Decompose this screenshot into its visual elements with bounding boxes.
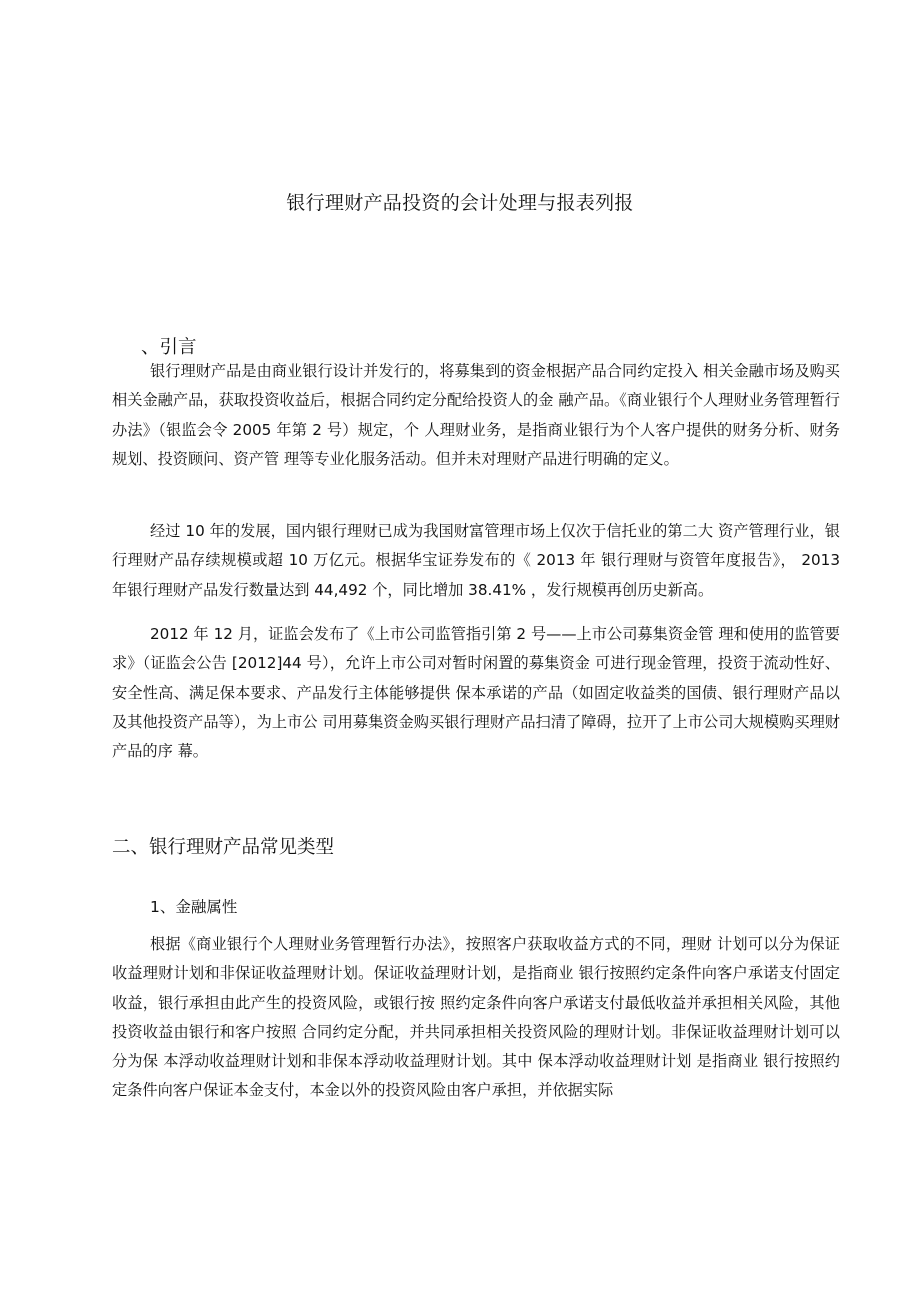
section-heading-introduction: 、引言: [141, 337, 197, 358]
paragraph: 经过 10 年的发展，国内银行理财已成为我国财富管理市场上仅次于信托业的第二大 资产管理行业，银行理财产品存续规模或超 10 万亿元。根据华宝证券发布的《 2013 年 银行理财与资管年度报告》， 2013 年银行理财产品发行数量达到 44,492 个，同比增加 38.41% ，发行规模再创历史新高。: [112, 522, 840, 599]
subsection-heading-financial-attributes: 1、金融属性: [150, 898, 238, 916]
paragraph: 2012 年 12 月，证监会发布了《上市公司监管指引第 2 号——上市公司募集资金管 理和使用的监管要求》（证监会公告 [2012]44 号），允许上市公司对暂时闲置的募集资金 可进行现金管理，投资于流动性好、安全性高、满足保本要求、产品发行主体能够提供 保本承诺的产品（如固定收益类的国债、银行理财产品以及其他投资产品等），为上市公 司用募集资金购买银行理财产品扫清了障碍，拉开了上市公司大规模购买理财产品的序 幕。: [112, 625, 840, 761]
paragraph: 根据《商业银行个人理财业务管理暂行办法》，按照客户获取收益方式的不同，理财 计划可以分为保证收益理财计划和非保证收益理财计划。保证收益理财计划，是指商业 银行按照约定条件向客户承诺支付固定收益，银行承担由此产生的投资风险，或银行按 照约定条件向客户承诺支付最低收益并承担相关风险，其他投资收益由银行和客户按照 合同约定分配，并共同承担相关投资风险的理财计划。非保证收益理财计划可以分为保 本浮动收益理财计划和非保本浮动收益理财计划。其中 保本浮动收益理财计划 是指商业 银行按照约定条件向客户保证本金支付，本金以外的投资风险由客户承担，并依据实际: [112, 935, 840, 1100]
section-heading-product-types: 二、银行理财产品常见类型: [112, 837, 335, 858]
paragraph: 银行理财产品是由商业银行设计并发行的，将募集到的资金根据产品合同约定投入 相关金融市场及购买相关金融产品，获取投资收益后，根据合同约定分配给投资人的金 融产品。《商业银行个人理财业务管理暂行办法》（银监会令 2005 年第 2 号）规定，个 人理财业务，是指商业银行为个人客户提供的财务分析、财务规划、投资顾问、资产管 理等专业化服务活动。但并未对理财产品进行明确的定义。: [112, 362, 840, 468]
document-title: 银行理财产品投资的会计处理与报表列报: [286, 192, 634, 214]
